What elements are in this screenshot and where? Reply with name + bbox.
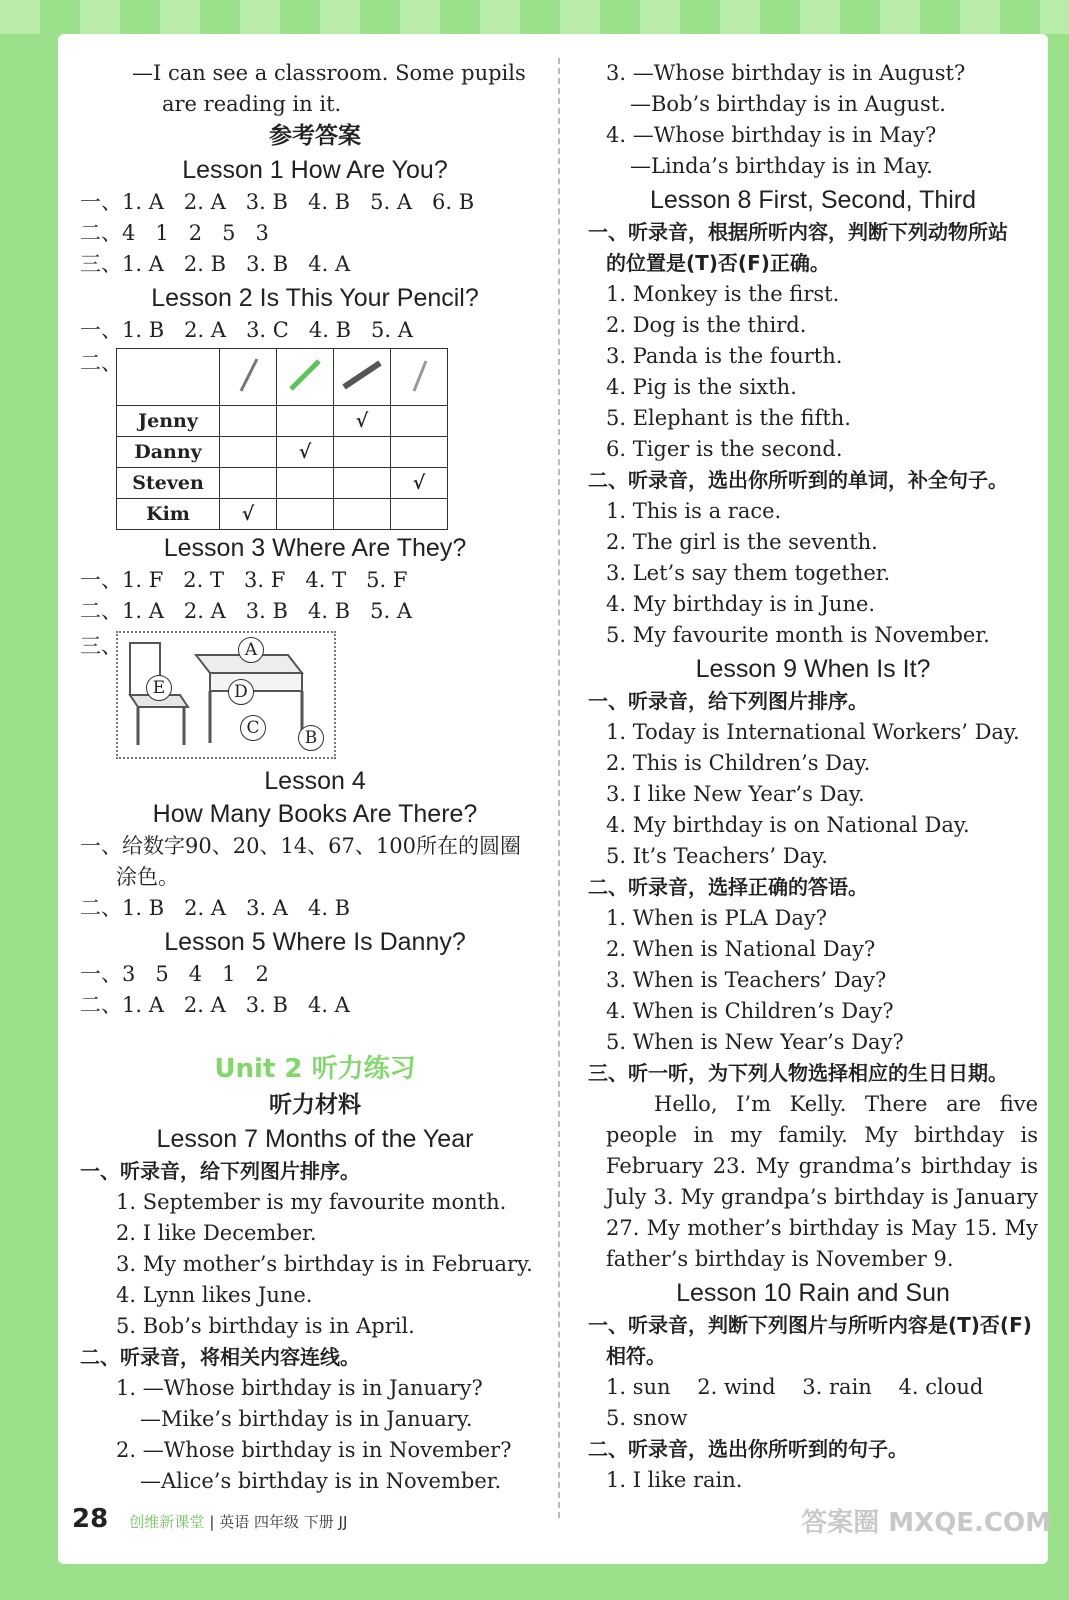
watermark-logo: 答案圈 MXQE.COM [801,1508,1051,1538]
list-item: 5. Bob’s birthday is in April. [116,1314,415,1338]
list-item: 5. When is New Year’s Day? [606,1030,904,1054]
list-item: 1. —Whose birthday is in January? [116,1376,483,1400]
check-mark: √ [391,468,448,499]
check-mark: √ [277,437,334,468]
lesson9-q1: 一、听录音，给下列图片排序。 [588,689,868,713]
list-item: —Linda’s birthday is in May. [630,154,933,178]
label-circle-b: B [298,725,324,751]
list-item: 6. Tiger is the second. [606,437,843,461]
lesson7-q2: 二、听录音，将相关内容连线。 [80,1345,360,1369]
lesson5-row-2: 二、1. A 2. A 3. B 4. A [80,993,350,1017]
lesson10-q2: 二、听录音，选出你所听到的句子。 [588,1437,908,1461]
lesson8-heading: Lesson 8 First, Second, Third [649,186,977,214]
kelly-paragraph: Hello, I’m Kelly. There are five people in my family. My birthday is February 23. My grandma’s birthday is July 3. My grandpa’s birthday is January 27. My mother’s birthday is May 15. My father’s birthday is November 9. [606,1092,1038,1271]
unit-title: Unit 2 听力练习 [214,1054,416,1084]
list-item: 2. When is National Day? [606,937,876,961]
lesson9-q3: 三、听一听，为下列人物选择相应的生日日期。 [588,1061,1008,1085]
lesson5-row-1: 一、3 5 4 1 2 [80,962,269,986]
lesson2-row-1: 一、1. B 2. A 3. C 4. B 5. A [80,318,413,342]
table-row [117,437,448,468]
label-circle-a: A [238,637,264,663]
table-row [117,499,448,530]
lesson10-q1-line-1: 一、听录音，判断下列图片与所听内容是(T)否(F) [588,1313,1032,1337]
lesson7-heading: Lesson 7 Months of the Year [156,1125,474,1153]
list-item: 2. Dog is the third. [606,313,807,337]
decorative-border [0,0,1069,34]
list-item: 2. This is Children’s Day. [606,751,871,775]
lesson10-heading: Lesson 10 Rain and Sun [676,1279,950,1307]
lesson4-heading-2: How Many Books Are There? [152,800,478,828]
list-item: —Alice’s birthday is in November. [140,1469,502,1493]
list-item: 1. I like rain. [606,1468,743,1492]
row-name: Kim [117,499,220,530]
list-item: 4. Lynn likes June. [116,1283,313,1307]
label-circle-c: C [240,715,266,741]
list-item: —Bob’s birthday is in August. [630,92,946,116]
list-item: 3. —Whose birthday is in August? [606,61,966,85]
table-corner [117,349,220,406]
lesson1-row-1: 一、1. A 2. A 3. B 4. B 5. A 6. B [80,190,475,214]
list-item: 4. Pig is the sixth. [606,375,797,399]
row-name: Steven [117,468,220,499]
lesson8-q2: 二、听录音，选出你所听到的单词，补全句子。 [588,468,1008,492]
list-item: 3. When is Teachers’ Day? [606,968,887,992]
lesson8-q1-line-2: 的位置是(T)否(F)正确。 [606,251,830,275]
table-row [117,406,448,437]
list-item: 2. I like December. [116,1221,317,1245]
row-name: Danny [117,437,220,468]
list-item: 1. When is PLA Day? [606,906,828,930]
table-row [117,468,448,499]
list-item: 1. sun 2. wind 3. rain 4. cloud [606,1375,984,1399]
footer [72,1504,347,1534]
lesson7-q1: 一、听录音，给下列图片排序。 [80,1159,360,1183]
lesson3-heading: Lesson 3 Where Are They? [163,534,467,562]
chair-desk-picture [116,631,336,759]
lesson8-q1-line-1: 一、听录音，根据所听内容，判断下列动物所站 [588,220,1008,244]
lesson4-q1-line-1: 一、给数字90、20、14、67、100所在的圆圈 [80,834,521,858]
label-circle-e: E [146,675,172,701]
list-item: 1. September is my favourite month. [116,1190,507,1214]
list-item: 1. This is a race. [606,499,782,523]
list-item: 2. —Whose birthday is in November? [116,1438,512,1462]
lesson3-row-3-label: 三、 [80,634,122,658]
list-item: 2. The girl is the seventh. [606,530,878,554]
lesson9-heading: Lesson 9 When Is It? [695,655,931,683]
lesson9-q2: 二、听录音，选择正确的答语。 [588,875,868,899]
list-item: 4. My birthday is in June. [606,592,876,616]
material-title: 听力材料 [269,1092,361,1118]
column-divider [558,58,560,1518]
lesson1-row-3: 三、1. A 2. B 3. B 4. A [80,252,351,276]
list-item: 5. My favourite month is November. [606,623,990,647]
list-item: 3. Panda is the fourth. [606,344,843,368]
lesson3-picture-block [80,631,550,759]
lesson3-row-1: 一、1. F 2. T 3. F 4. T 5. F [80,568,408,592]
lesson1-row-2: 二、4 1 2 5 3 [80,221,269,245]
lesson2-row-2-label: 二、 [80,351,122,375]
check-mark: √ [334,406,391,437]
list-item: 4. —Whose birthday is in May? [606,123,937,147]
list-item: 5. Elephant is the fifth. [606,406,851,430]
intro-line-2: are reading in it. [162,92,342,116]
brand-name: 创维新课堂 [129,1513,205,1531]
list-item: 5. snow [606,1406,688,1430]
pencil-icon-3 [334,349,391,406]
left-column [80,58,550,1497]
right-column [588,58,1038,1496]
lesson4-q1-line-2: 涂色。 [116,865,179,889]
list-item: 3. Let’s say them together. [606,561,891,585]
list-item: 5. It’s Teachers’ Day. [606,844,828,868]
intro-line-1: —I can see a classroom. Some pupils [132,61,526,85]
list-item: —Mike’s birthday is in January. [140,1407,473,1431]
pencil-icon-2 [277,349,334,406]
lesson2-table-block [80,348,550,530]
list-item: 3. I like New Year’s Day. [606,782,865,806]
lesson2-heading: Lesson 2 Is This Your Pencil? [151,284,479,312]
lesson10-q1-line-2: 相符。 [606,1344,666,1368]
row-name: Jenny [117,406,220,437]
list-item: 3. My mother’s birthday is in February. [116,1252,533,1276]
lesson3-row-2: 二、1. A 2. A 3. B 4. B 5. A [80,599,413,623]
label-circle-d: D [228,679,254,705]
page-number: 28 [72,1504,109,1534]
lesson1-heading: Lesson 1 How Are You? [182,156,448,184]
lesson4-q2: 二、1. B 2. A 3. A 4. B [80,896,351,920]
answers-title: 参考答案 [269,123,361,149]
check-mark: √ [220,499,277,530]
lesson5-heading: Lesson 5 Where Is Danny? [164,928,466,956]
book-meta: | 英语 四年级 下册 JJ [209,1513,348,1531]
list-item: 4. My birthday is on National Day. [606,813,970,837]
pencil-table [116,348,448,530]
pencil-icon-4 [391,349,448,406]
list-item: 4. When is Children’s Day? [606,999,894,1023]
list-item: 1. Today is International Workers’ Day. [606,720,1020,744]
lesson4-heading-1: Lesson 4 [264,767,366,795]
list-item: 1. Monkey is the first. [606,282,840,306]
pencil-icon-1 [220,349,277,406]
